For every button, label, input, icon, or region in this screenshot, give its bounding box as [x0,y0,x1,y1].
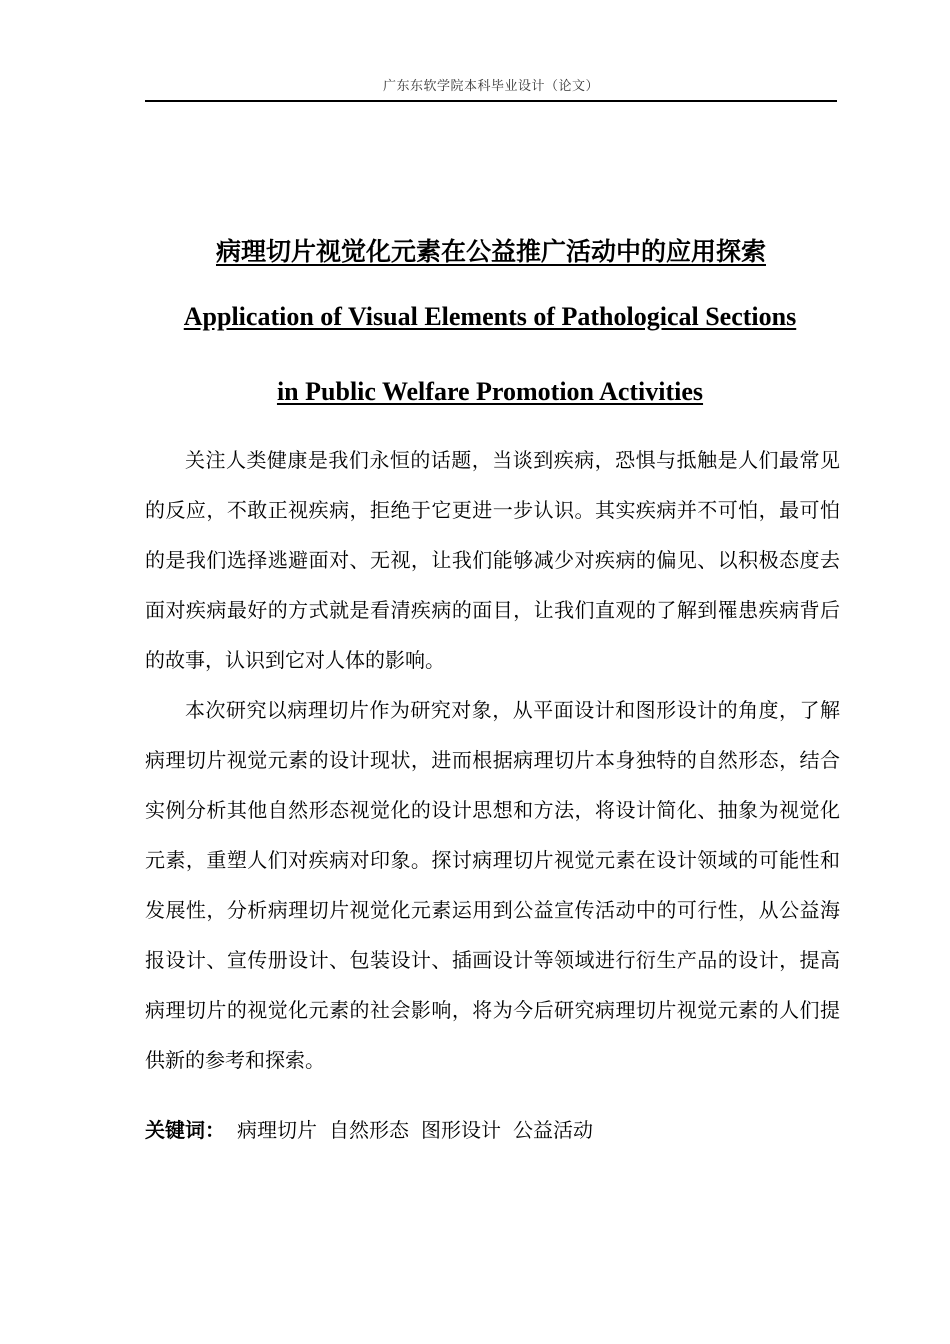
abstract-body [145,435,840,1085]
keyword-item: 病理切片 [237,1118,317,1142]
abstract-paragraph-1: 关注人类健康是我们永恒的话题，当谈到疾病，恐惧与抵触是人们最常见的反应，不敢正视疾病，拒绝于它更进一步认识。其实疾病并不可怕，最可怕的是我们选择逃避面对、无视，让我们能够减少对疾病的偏见、以积极态度去面对疾病最好的方式就是看清疾病的面目，让我们直观的了解到罹患疾病背后的故事，认识到它对人体的影响。 [145,448,840,672]
header-divider [145,100,837,102]
keywords-label: 关键词： [145,1118,225,1142]
keywords-line [145,1110,837,1150]
english-title-line-2: in Public Welfare Promotion Activities [276,377,704,406]
keyword-item: 自然形态 [329,1118,409,1142]
abstract-paragraph-2: 本次研究以病理切片作为研究对象，从平面设计和图形设计的角度，了解病理切片视觉元素的设计现状，进而根据病理切片本身独特的自然形态，结合实例分析其他自然形态视觉化的设计思想和方法，将设计简化、抽象为视觉化元素，重塑人们对疾病对印象。探讨病理切片视觉元素在设计领域的可能性和发展性，分析病理切片视觉化元素运用到公益宣传活动中的可行性，从公益海报设计、宣传册设计、包装设计、插画设计等领域进行衍生产品的设计，提高病理切片的视觉化元素的社会影响，将为今后研究病理切片视觉元素的人们提供新的参考和探索。 [145,698,840,1072]
keyword-item: 公益活动 [513,1118,593,1142]
keyword-item: 图形设计 [421,1118,501,1142]
english-title-line-1: Application of Visual Elements of Pathological Sections [183,302,797,331]
chinese-title: 病理切片视觉化元素在公益推广活动中的应用探索 [215,237,766,266]
page-header: 广东东软学院本科毕业设计（论文） [382,79,599,94]
